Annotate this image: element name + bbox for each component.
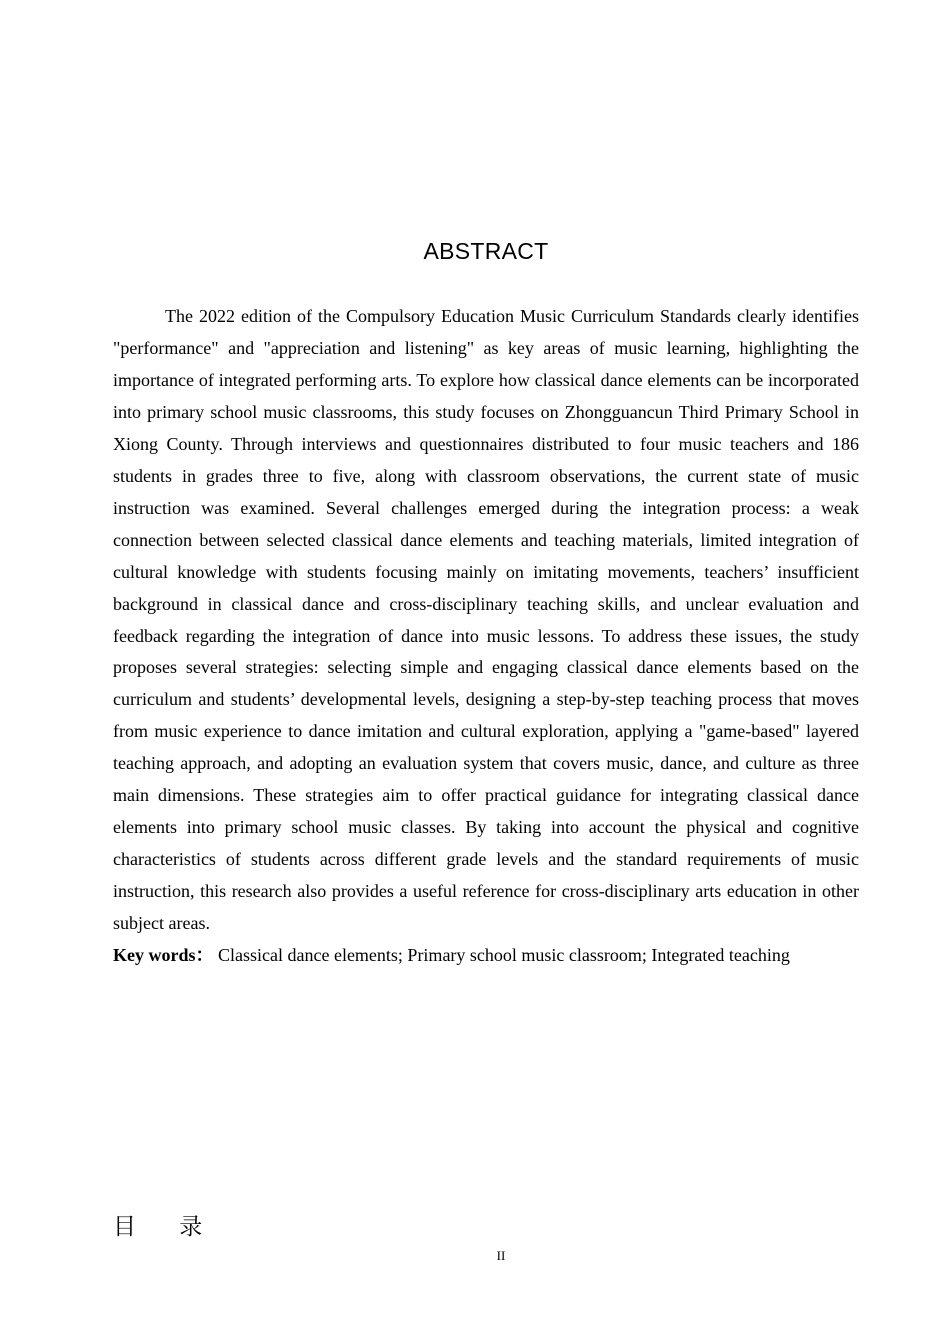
keywords-label: Key words： xyxy=(113,945,214,965)
keywords-text: Classical dance elements; Primary school music classroom; Integrated teaching xyxy=(218,945,790,965)
keywords-paragraph xyxy=(113,940,859,972)
abstract-title: ABSTRACT xyxy=(423,238,549,264)
abstract-body: The 2022 edition of the Compulsory Education Music Curriculum Standards clearly identifies "performance" and "appreciation and listening" as key areas of music learning, highlighting the importance of integrated performing arts. To explore how classical dance elements can be incorporated into primary school music classrooms, this study focuses on Zhongguancun Third Primary School in Xiong County. Through interviews and questionnaires distributed to four music teachers and 186 students in grades three to five, along with classroom observations, the current state of music instruction was examined. Several challenges emerged during the integration process: a weak connection between selected classical dance elements and teaching materials, limited integration of cultural knowledge with students focusing mainly on imitating movements, teachers’ insufficient background in classical dance and cross-disciplinary teaching skills, and unclear evaluation and feedback regarding the integration of dance into music lessons. To address these issues, the study proposes several strategies: selecting simple and engaging classical dance elements based on the curriculum and students’ developmental levels, designing a step-by-step teaching process that moves from music experience to dance imitation and cultural exploration, applying a "game-based" layered teaching approach, and adopting an evaluation system that covers music, dance, and culture as three main dimensions. These strategies aim to offer practical guidance for integrating classical dance elements into primary school music classes. By taking into account the physical and cognitive characteristics of students across different grade levels and the standard requirements of music instruction, this research also provides a useful reference for cross-disciplinary arts education in other subject areas. xyxy=(113,306,859,934)
table-of-contents-heading: 目 录 xyxy=(113,1214,203,1240)
page-number: II xyxy=(496,1248,506,1263)
